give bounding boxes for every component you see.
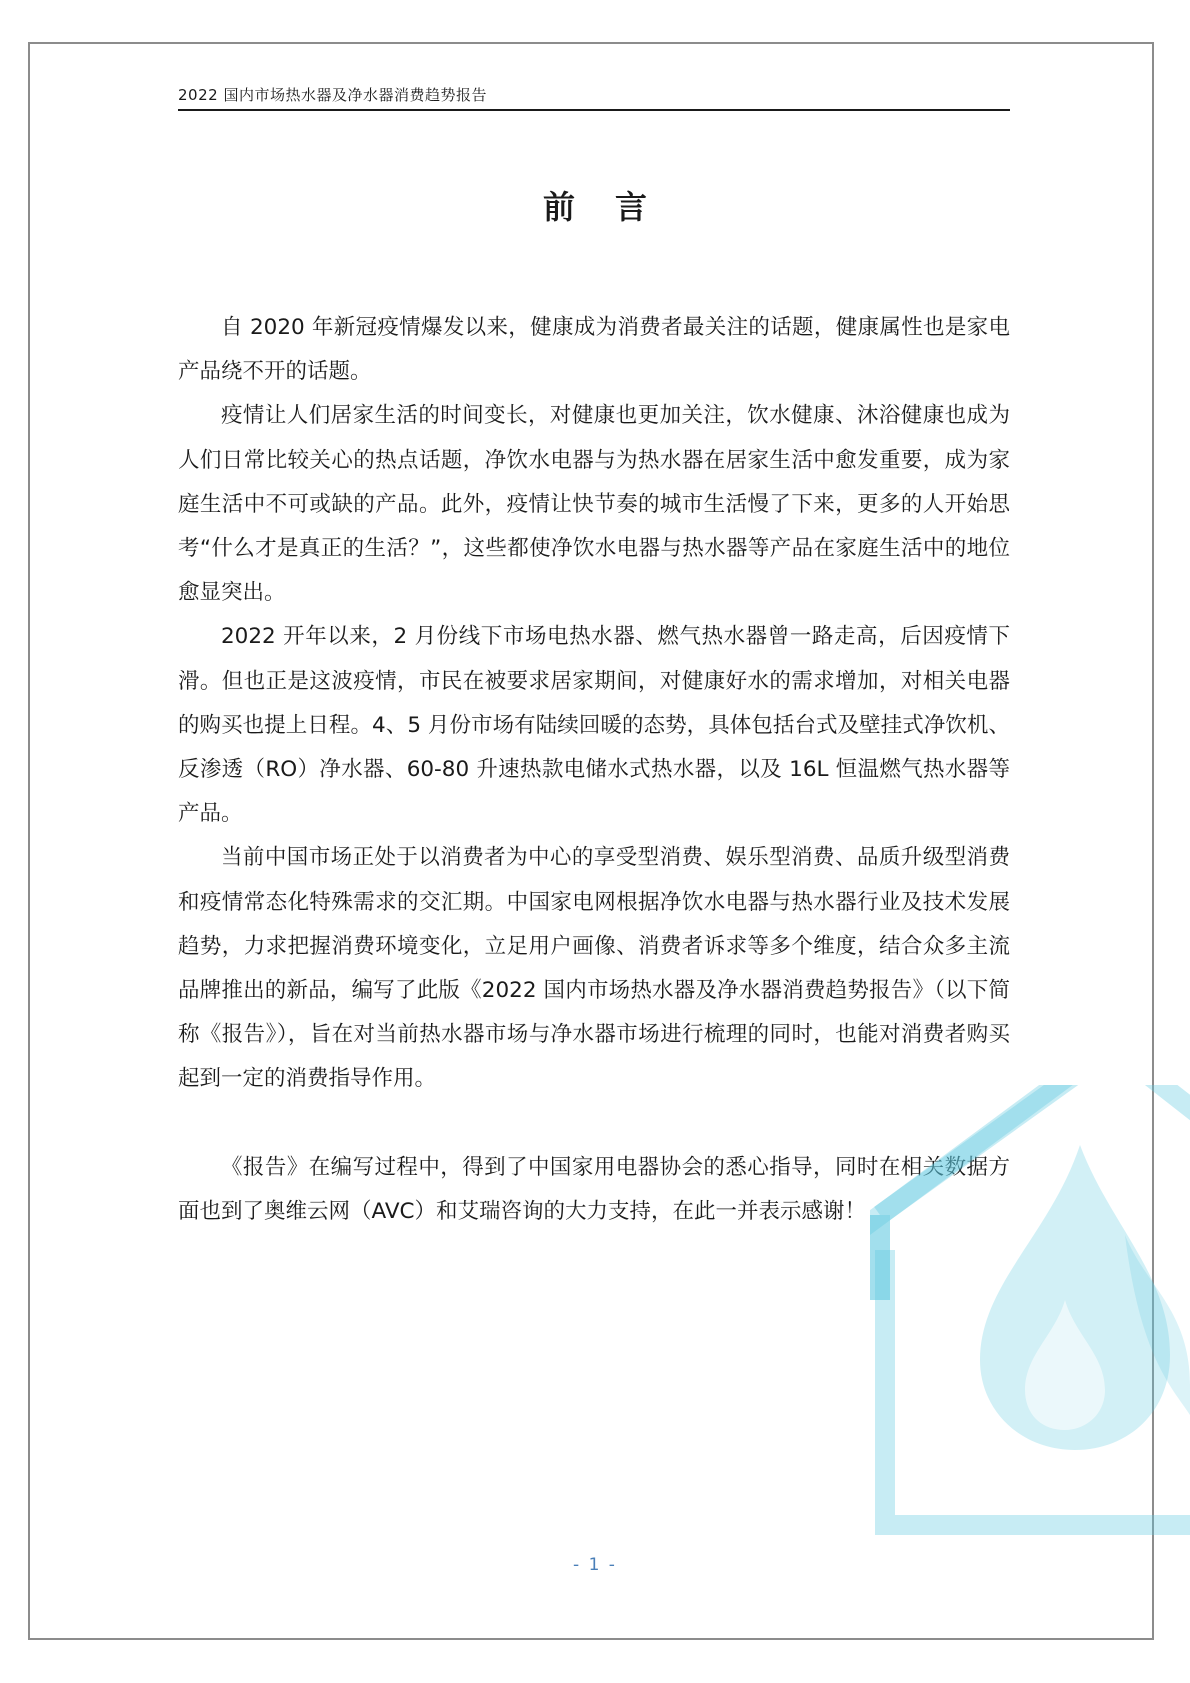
header-rule	[178, 109, 1010, 111]
paragraph: 自 2020 年新冠疫情爆发以来，健康成为消费者最关注的话题，健康属性也是家电产品绕不开的话题。	[178, 315, 1010, 385]
paragraph: 2022 开年以来，2 月份线下市场电热水器、燃气热水器曾一路走高，后因疫情下滑。但也正是这波疫情，市民在被要求居家期间，对健康好水的需求增加，对相关电器的购买也提上日程。4、5 月份市场有陆续回暖的态势，具体包括台式及壁挂式净饮机、反渗透（RO）净水器、60-80 升速热款电储水式热水器，以及 16L 恒温燃气热水器等产品。	[178, 624, 1010, 827]
body-text	[178, 306, 1010, 1234]
paragraph: 疫情让人们居家生活的时间变长，对健康也更加关注，饮水健康、沐浴健康也成为人们日常比较关心的热点话题，净饮水电器与为热水器在居家生活中愈发重要，成为家庭生活中不可或缺的产品。此外，疫情让快节奏的城市生活慢了下来，更多的人开始思考“什么才是真正的生活？”，这些都使净饮水电器与热水器等产品在家庭生活中的地位愈显突出。	[178, 403, 1010, 606]
acknowledgement-paragraph: 《报告》在编写过程中，得到了中国家用电器协会的悉心指导，同时在相关数据方面也到了奥维云网（AVC）和艾瑞咨询的大力支持，在此一并表示感谢！	[178, 1154, 1010, 1224]
paragraph-spacer	[178, 1102, 1010, 1146]
page-number: - 1 -	[573, 1555, 617, 1575]
running-header: 2022 国内市场热水器及净水器消费趋势报告	[178, 86, 487, 104]
paragraph: 当前中国市场正处于以消费者为中心的享受型消费、娱乐型消费、品质升级型消费和疫情常态化特殊需求的交汇期。中国家电网根据净饮水电器与热水器行业及技术发展趋势，力求把握消费环境变化，立足用户画像、消费者诉求等多个维度，结合众多主流品牌推出的新品，编写了此版《2022 国内市场热水器及净水器消费趋势报告》（以下简称《报告》），旨在对当前热水器市场与净水器市场进行梳理的同时，也能对消费者购买起到一定的消费指导作用。	[178, 845, 1010, 1092]
page-title: 前言	[542, 188, 687, 226]
